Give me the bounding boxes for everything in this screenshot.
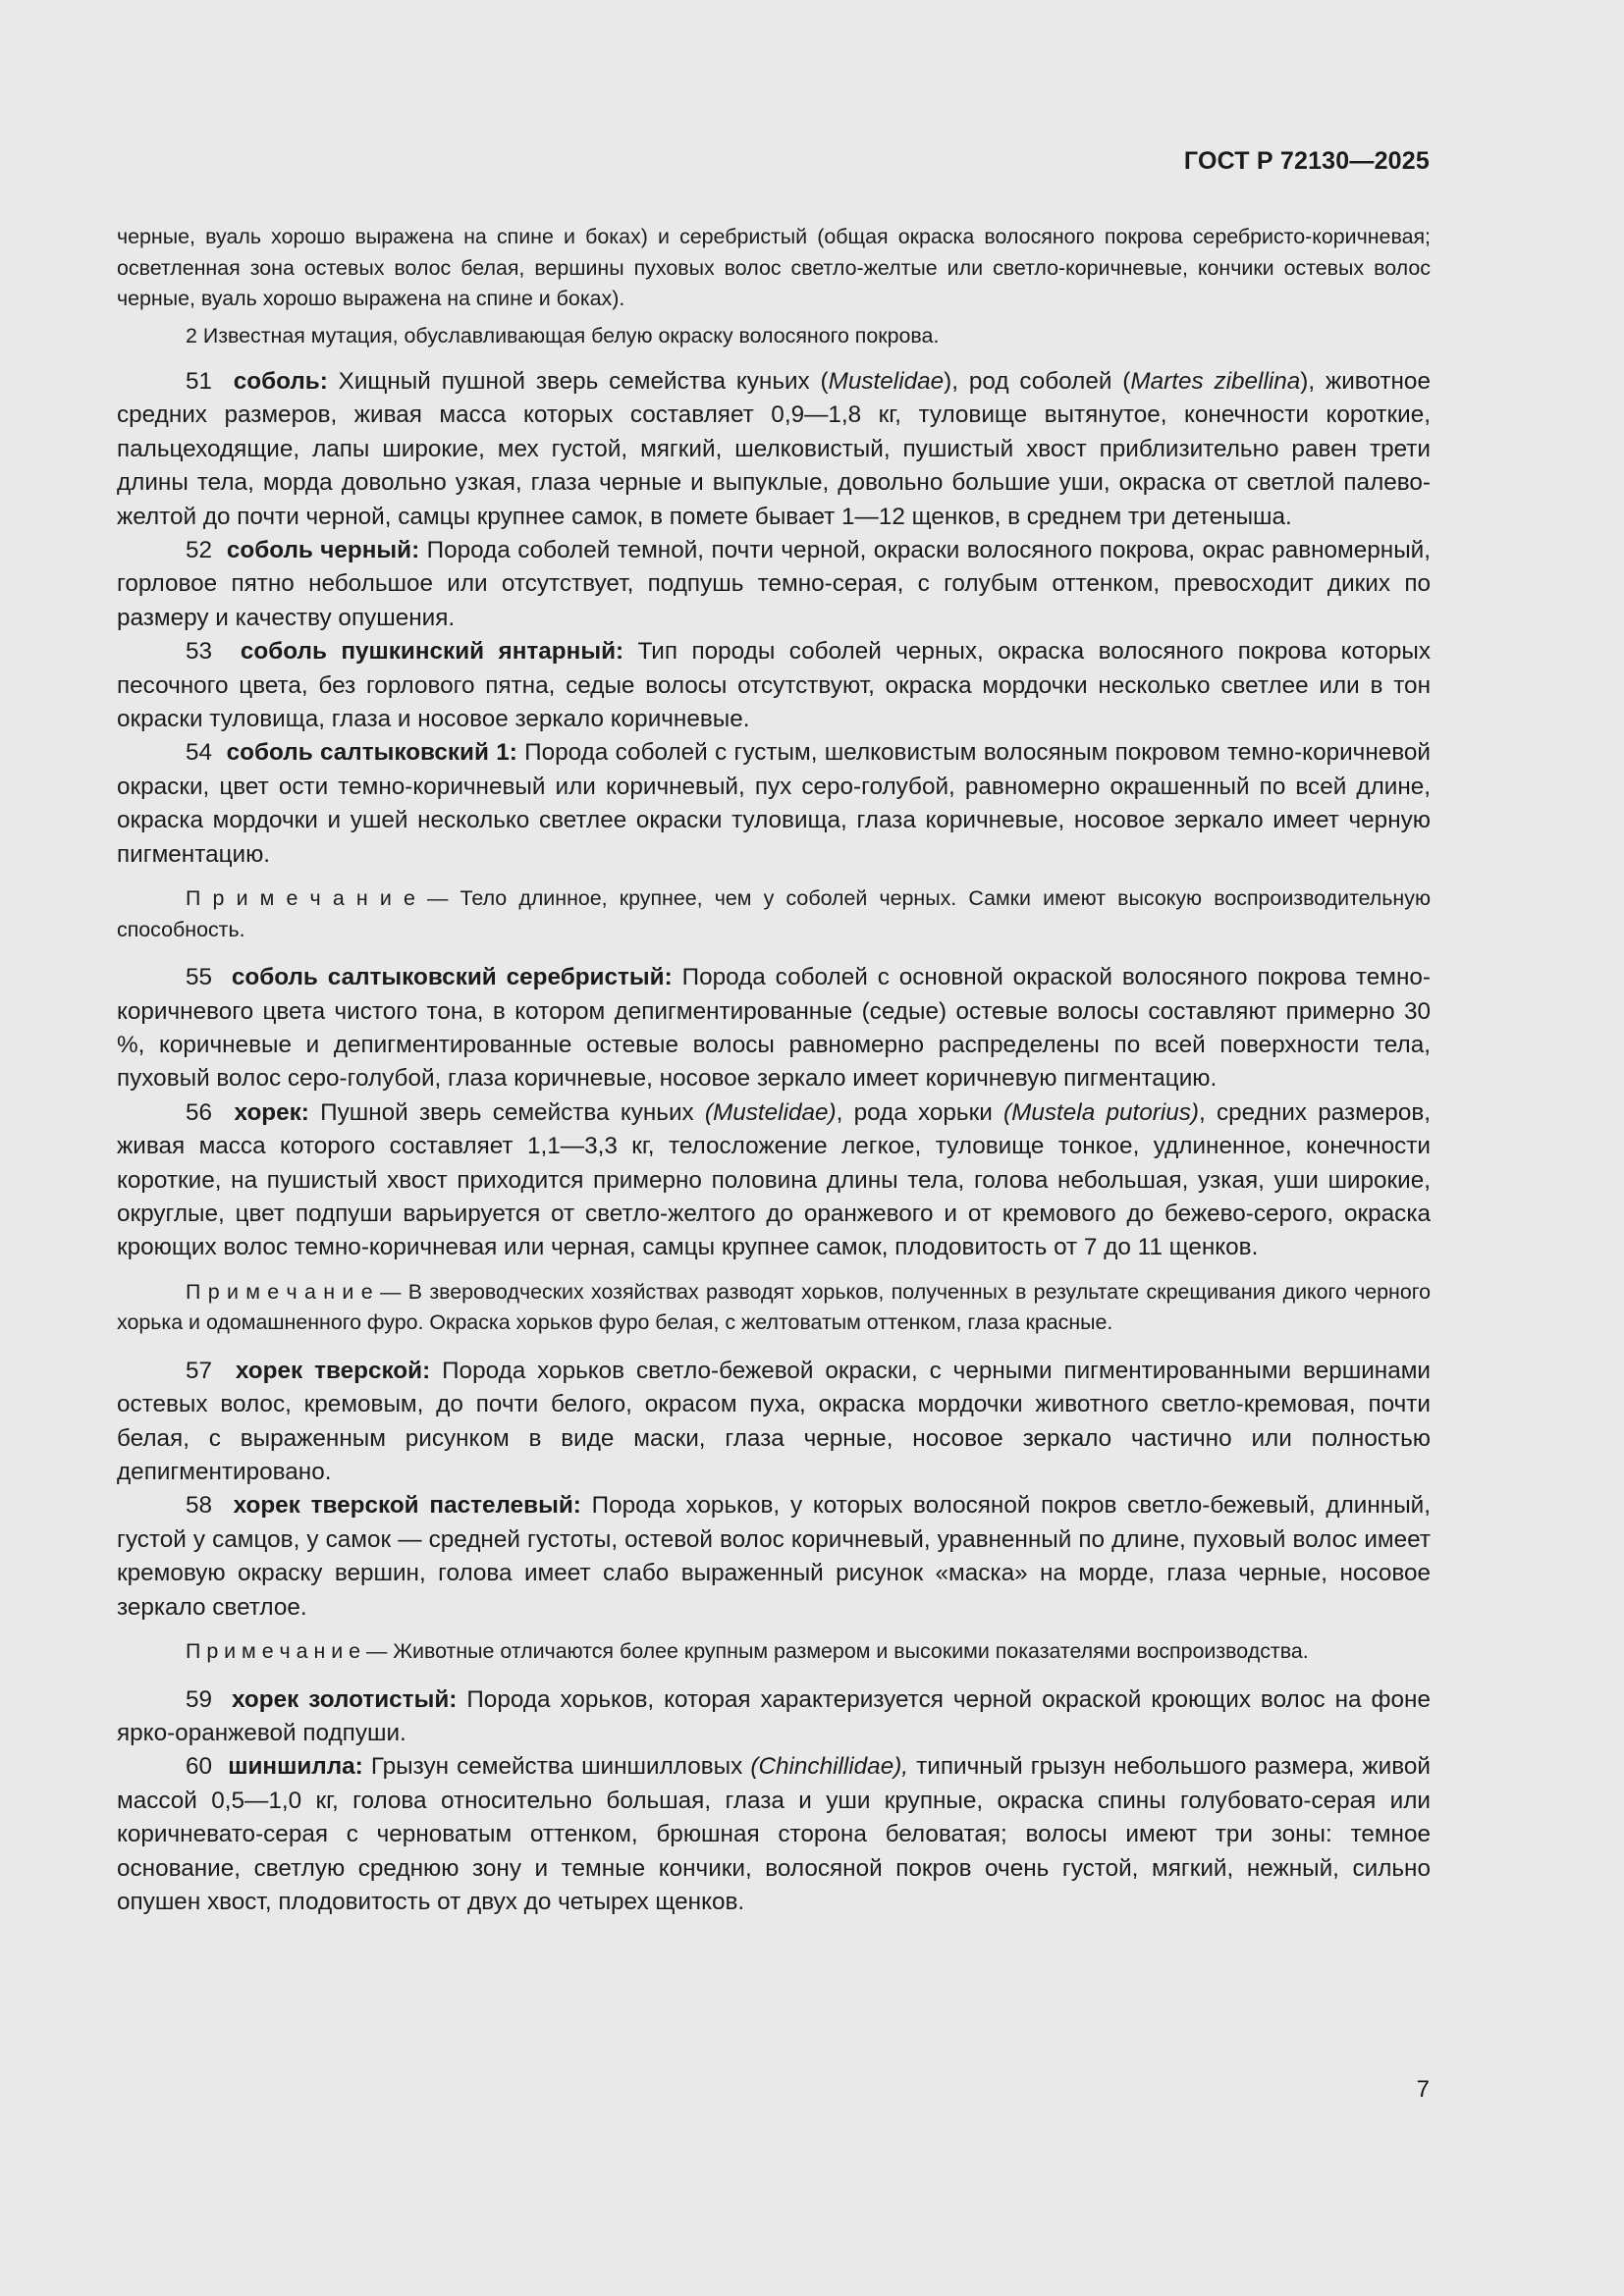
intro-continuation: черные, вуаль хорошо выражена на спине и боках) и серебристый (общая окраска волосяного покрова серебристо-коричневая; осветленная зона остевых волос белая, вершины пуховых волос светло-желтые или светло-коричневые, кончики остевых волос черные, вуаль хорошо выражена на спине и боках). — [117, 225, 1431, 310]
entry-text: типичный грызун небольшого размера, живой массой 0,5—1,0 кг, голова относительно большая, глаза и уши крупные, окраска спины голубовато-серая или коричневато-серая с черноватым оттенком, брюшная сторона беловатая; волосы имеют три зоны: темное основание, светлую среднюю зону и темные кончики, волосяной покров очень густой, мягкий, нежный, сильно опушен хвост, плодовитость от двух до четырех щенков. — [117, 1753, 1431, 1915]
entry-number: 57 — [186, 1357, 213, 1384]
latin-name: (Mustelidae) — [704, 1098, 837, 1126]
entry-57 — [117, 1355, 1431, 1490]
entry-56 — [117, 1096, 1431, 1265]
document-body — [117, 222, 1431, 1919]
footnote-2: 2 Известная мутация, обуславливающая белую окраску волосяного покрова. — [186, 323, 940, 347]
entry-55 — [117, 961, 1431, 1096]
entry-number: 60 — [186, 1753, 213, 1781]
latin-name: (Chinchillidae), — [750, 1753, 909, 1781]
note-label: П р и м е ч а н и е — [186, 886, 415, 911]
entry-term: хорек: — [234, 1098, 309, 1126]
entry-text: Тип породы соболей черных, окраска волосяного покрова которых песочного цвета, без горлового пятна, седые волосы отсутствуют, окраска мордочки несколько светлее или в тон окраски туловища, глаза и носовое зеркало коричневые. — [117, 638, 1431, 733]
page-number: 7 — [1416, 2076, 1430, 2103]
entry-54 — [117, 736, 1431, 872]
note-text: — Тело длинное, крупнее, чем у соболей черных. Самки имеют высокую воспроизводительную способность. — [117, 886, 1431, 941]
entry-number: 51 — [186, 368, 213, 395]
entry-term: хорек золотистый: — [232, 1685, 458, 1713]
note-56 — [117, 1277, 1431, 1339]
note-label: П р и м е ч а н и е — [186, 1279, 373, 1304]
entry-text: Порода соболей с густым, шелковистым волосяным покровом темно-коричневой окраски, цвет ости темно-коричневый или коричневый, пух серо-голубой, равномерно окрашенный по всей длине, окраска мордочки и ушей несколько светлее окраски туловища, глаза коричневые, носовое зеркало имеет черную пигментацию. — [117, 739, 1431, 868]
entry-number: 59 — [186, 1685, 213, 1713]
entry-text: Порода соболей с основной окраской волосяного покрова темно-коричневого цвета чистого тона, в котором депигментированные (седые) остевые волосы составляют примерно 30 %, коричневые и депигментированные остевые волосы равномерно распределены по всей поверхности тела, пуховый волос серо-голубой, глаза коричневые, носовое зеркало имеет коричневую пигментацию. — [117, 964, 1431, 1093]
entry-term: шиншилла: — [228, 1753, 363, 1781]
entry-term: соболь: — [233, 368, 328, 395]
entry-number: 54 — [186, 739, 213, 767]
latin-name: (Mustela putorius) — [1003, 1098, 1199, 1126]
entry-number: 56 — [186, 1098, 213, 1126]
entry-60 — [117, 1750, 1431, 1919]
entry-term: соболь черный: — [226, 537, 420, 564]
entry-number: 53 — [186, 638, 213, 666]
entry-text: Пушной зверь семейства куньих — [308, 1098, 705, 1126]
entry-text: , рода хорьки — [836, 1098, 1004, 1126]
note-58 — [117, 1636, 1431, 1668]
entry-text: ), род соболей ( — [944, 368, 1131, 395]
entry-number: 55 — [186, 964, 213, 991]
entry-text: Порода хорьков, которая характеризуется черной окраской кроющих волос на фоне ярко-оранжевой подпуши. — [117, 1685, 1431, 1746]
entry-term: хорек тверской: — [235, 1357, 431, 1384]
entry-59 — [117, 1683, 1431, 1751]
note-label: П р и м е ч а н и е — [186, 1639, 361, 1663]
entry-text: Порода хорьков, у которых волосяной покров светло-бежевый, длинный, густой у самцов, у самок — средней густоты, остевой волос коричневый, уравненный по длине, пуховый волос имеет кремовую окраску вершин, голова имеет слабо выраженный рисунок «маска» на морде, глаза черные, носовое зеркало светлое. — [117, 1492, 1431, 1621]
entry-text: ), животное средних размеров, живая масса которых составляет 0,9—1,8 кг, туловище вытянутое, конечности короткие, пальцеходящие, лапы широкие, мех густой, мягкий, шелковистый, пушистый хвост приблизительно равен трети длины тела, морда довольно узкая, глаза черные и выпуклые, довольно большие уши, окраска от светлой палево-желтой до почти черной, самцы крупнее самок, в помете бывает 1—12 щенков, в среднем три детеныша. — [117, 368, 1431, 530]
entry-term: соболь пушкинский янтарный: — [240, 638, 624, 666]
entry-text: Хищный пушной зверь семейства куньих ( — [327, 368, 829, 395]
entry-51 — [117, 365, 1431, 534]
entry-term: соболь салтыковский 1: — [226, 739, 517, 767]
entry-number: 58 — [186, 1492, 213, 1520]
note-54 — [117, 883, 1431, 945]
entry-number: 52 — [186, 537, 213, 564]
entry-58 — [117, 1489, 1431, 1625]
entry-53 — [117, 635, 1431, 736]
entry-term: соболь салтыковский серебристый: — [231, 964, 673, 991]
note-text: — Животные отличаются более крупным размером и высокими показателями воспроизводства. — [360, 1639, 1309, 1663]
entry-term: хорек тверской пастелевый: — [233, 1492, 581, 1520]
entry-text: Грызун семейства шиншилловых — [362, 1753, 751, 1781]
entry-text: Порода хорьков светло-бежевой окраски, с черными пигментированными вершинами остевых волос, кремовым, до почти белого, окрасом пуха, окраска мордочки животного светло-кремовая, почти белая, с выраженным рисунком в виде маски, глаза черные, носовое зеркало частично или полностью депигментировано. — [117, 1357, 1431, 1485]
document-header: ГОСТ Р 72130—2025 — [1183, 147, 1430, 175]
latin-name: Martes zibellina — [1130, 368, 1301, 395]
latin-name: Mustelidae — [828, 368, 945, 395]
entry-text: , средних размеров, живая масса которого составляет 1,1—3,3 кг, телосложение легкое, туловище тонкое, удлиненное, конечности короткие, на пушистый хвост приходится примерно половина длины тела, голова небольшая, узкая, уши широкие, округлые, цвет подпуши варьируется от светло-желтого до оранжевого и от кремового до бежево-серого, окраска кроющих волос темно-коричневая или черная, самцы крупнее самок, плодовитость от 7 до 11 щенков. — [117, 1098, 1431, 1261]
note-text: — В звероводческих хозяйствах разводят хорьков, полученных в результате скрещивания дикого черного хорька и одомашненного фуро. Окраска хорьков фуро белая, с желтоватым оттенком, глаза красные. — [117, 1279, 1431, 1335]
entry-text: Порода соболей темной, почти черной, окраски волосяного покрова, окрас равномерный, горловое пятно небольшое или отсутствует, подпушь темно-серая, с голубым оттенком, превосходит диких по размеру и качеству опушения. — [117, 537, 1431, 631]
entry-52 — [117, 534, 1431, 635]
